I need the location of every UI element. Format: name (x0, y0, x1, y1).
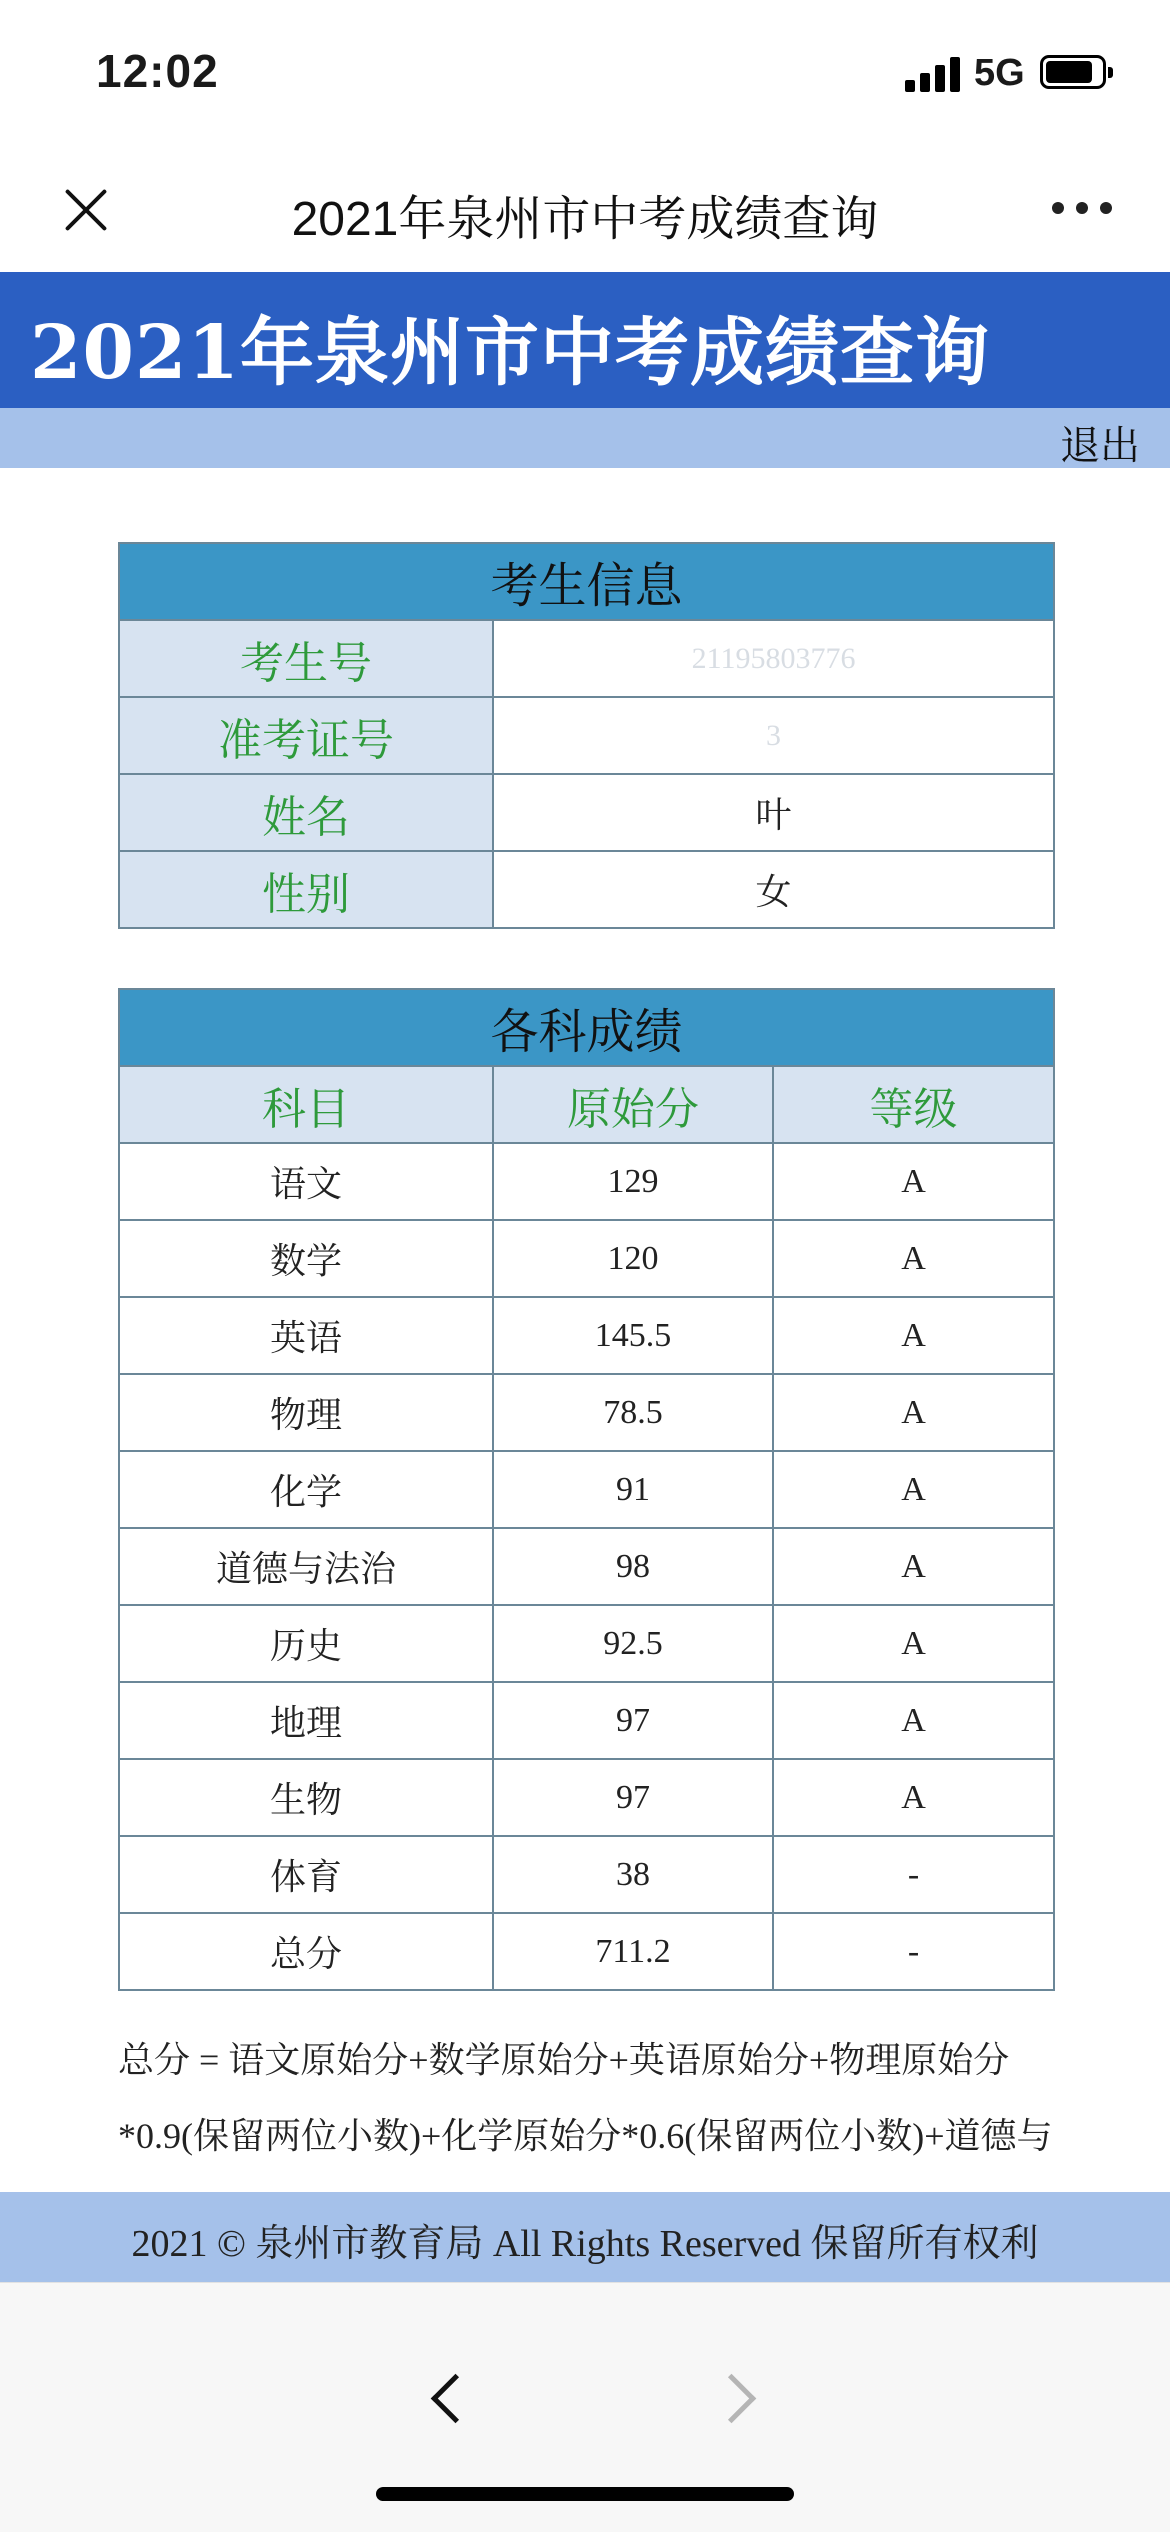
score-cell: 91 (493, 1451, 773, 1528)
nav-bar (0, 150, 1170, 272)
score-table-title: 各科成绩 (119, 989, 1054, 1066)
grade-cell: A (773, 1759, 1054, 1836)
info-label: 姓名 (119, 774, 493, 851)
score-cell: 38 (493, 1836, 773, 1913)
footer-copyright: 2021 © 泉州市教育局 All Rights Reserved 保留所有权利 (131, 2223, 1039, 2265)
info-label: 考生号 (119, 620, 493, 697)
info-value: 叶 (493, 774, 1054, 851)
battery-icon (1040, 55, 1106, 89)
logout-link[interactable]: 退出 (1060, 424, 1140, 468)
grade-cell: A (773, 1528, 1054, 1605)
score-cell: 145.5 (493, 1297, 773, 1374)
score-row (119, 1605, 1054, 1682)
subject-cell: 体育 (119, 1836, 493, 1913)
score-cell: 97 (493, 1759, 773, 1836)
subject-cell: 道德与法治 (119, 1528, 493, 1605)
info-label: 性别 (119, 851, 493, 928)
score-row (119, 1220, 1054, 1297)
more-icon[interactable] (1052, 202, 1112, 216)
score-row (119, 1682, 1054, 1759)
score-cell: 98 (493, 1528, 773, 1605)
subject-cell: 数学 (119, 1220, 493, 1297)
score-table (118, 988, 1055, 1991)
grade-cell: A (773, 1143, 1054, 1220)
info-value: 21195803776 (493, 620, 1054, 697)
score-row (119, 1836, 1054, 1913)
column-header: 等级 (773, 1066, 1054, 1143)
score-row (119, 1451, 1054, 1528)
subject-cell: 历史 (119, 1605, 493, 1682)
page-banner (0, 272, 1170, 408)
info-row-ticket-no (119, 697, 1054, 774)
score-cell: 92.5 (493, 1605, 773, 1682)
subject-cell: 总分 (119, 1913, 493, 1990)
info-row-exam-id (119, 620, 1054, 697)
score-cell: 711.2 (493, 1913, 773, 1990)
subject-cell: 地理 (119, 1682, 493, 1759)
subject-cell: 生物 (119, 1759, 493, 1836)
score-row (119, 1528, 1054, 1605)
signal-icon (905, 56, 961, 92)
close-icon[interactable] (56, 180, 116, 240)
score-cell: 120 (493, 1220, 773, 1297)
back-arrow-icon[interactable] (420, 2371, 470, 2431)
grade-cell: A (773, 1297, 1054, 1374)
score-cell: 78.5 (493, 1374, 773, 1451)
bottom-toolbar (0, 2282, 1170, 2532)
subject-cell: 化学 (119, 1451, 493, 1528)
info-label: 准考证号 (119, 697, 493, 774)
score-row (119, 1143, 1054, 1220)
grade-cell: - (773, 1913, 1054, 1990)
score-cell: 97 (493, 1682, 773, 1759)
formula-note: 总分 = 语文原始分+数学原始分+英语原始分+物理原始分*0.9(保留两位小数)+化学原始分*0.6(保留两位小数)+道德与 (118, 2040, 1053, 2156)
status-time: 12:02 (96, 45, 219, 97)
grade-cell: A (773, 1682, 1054, 1759)
score-row (119, 1913, 1054, 1990)
grade-cell: A (773, 1220, 1054, 1297)
info-table-title: 考生信息 (119, 543, 1054, 620)
column-header: 科目 (119, 1066, 493, 1143)
info-value: 3 (493, 697, 1054, 774)
score-cell: 129 (493, 1143, 773, 1220)
score-row (119, 1297, 1054, 1374)
student-info-table (118, 542, 1055, 929)
grade-cell: - (773, 1836, 1054, 1913)
score-rows (119, 1143, 1054, 1990)
info-row-name (119, 774, 1054, 851)
subject-cell: 英语 (119, 1297, 493, 1374)
grade-cell: A (773, 1605, 1054, 1682)
score-row (119, 1759, 1054, 1836)
nav-title: 2021年泉州市中考成绩查询 (291, 193, 879, 246)
score-header-row (119, 1066, 1054, 1143)
status-bar (0, 0, 1170, 150)
sub-bar (0, 408, 1170, 468)
footer (0, 2192, 1170, 2282)
home-indicator (376, 2487, 794, 2501)
subject-cell: 物理 (119, 1374, 493, 1451)
score-row (119, 1374, 1054, 1451)
grade-cell: A (773, 1374, 1054, 1451)
subject-cell: 语文 (119, 1143, 493, 1220)
column-header: 原始分 (493, 1066, 773, 1143)
forward-arrow-icon[interactable] (712, 2371, 762, 2431)
info-value: 女 (493, 851, 1054, 928)
network-label: 5G (974, 52, 1025, 94)
grade-cell: A (773, 1451, 1054, 1528)
info-row-gender (119, 851, 1054, 928)
banner-title: 2021年泉州市中考成绩查询 (30, 310, 990, 396)
